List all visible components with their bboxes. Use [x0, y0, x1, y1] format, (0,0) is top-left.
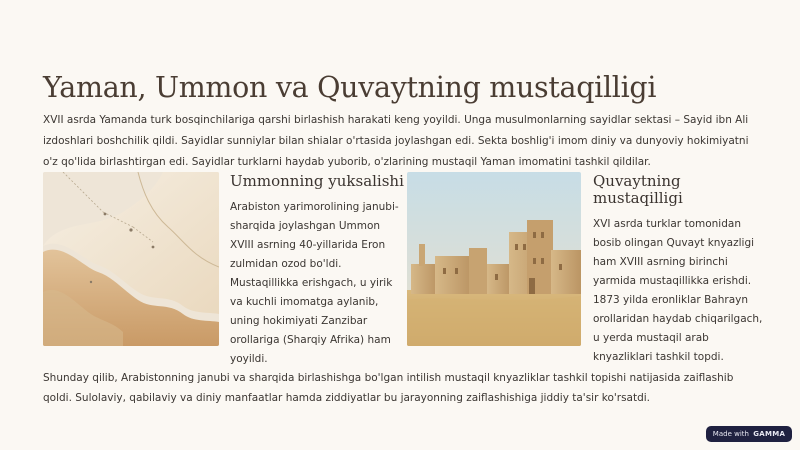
section-body-oman: Arabiston yarimorolining janubi-sharqida joylashgan Ummon XVIII asrning 40-yillarida Eron zulmidan ozod bo'ldi. Mustaqillikka erishgach, u yirik va kuchli imomatga aylanib, uning hokimiyati Zanzibar orollariga (Sharqiy Afrika) ham yoyildi.: [230, 201, 399, 365]
outro-paragraph: Shunday qilib, Arabistonning janubi va sharqida birlashishga bo'lgan intilish mustaqil knyazliklar tashkil topishi natijasida zaiflashib qoldi. Sulolaviy, qabilaviy va diniy manfaatlar hamda ziddiyatlar bu jarayonning zaiflashishiga jiddiy ta'sir ko'rsatdi.: [43, 372, 734, 404]
desert-fortress-image: [407, 172, 581, 346]
relief-map-image: [43, 172, 219, 346]
page-title: Yaman, Ummon va Quvaytning mustaqilligi: [43, 71, 657, 105]
made-with-gamma-badge[interactable]: [706, 426, 792, 442]
section-heading-kuwait: Quvaytning mustaqilligi: [593, 172, 683, 207]
badge-brand: GAMMA: [753, 430, 786, 438]
badge-prefix: Made with: [712, 430, 749, 438]
intro-paragraph: XVII asrda Yamanda turk bosqinchilariga qarshi birlashish harakati keng yoyildi. Unga musulmonlarning sayidlar sektasi – Sayid ibn Ali izdoshlari boshchilik qildi. Sayidlar sunniylar bilan shialar o'rtasida joylashgan edi. Sekta boshlig'i imom diniy va dunyoviy hokimiyatni o'z qo'lida birlashtirgan edi. Sayidlar turklarni haydab yuborib, o'zlarining mustaqil Yaman imomatini tashkil qildilar.: [43, 114, 749, 168]
section-heading-oman: Ummonning yuksalishi: [230, 172, 404, 190]
section-body-kuwait: XVI asrda turklar tomonidan bosib olingan Quvayt knyazligi ham XVIII asrning birinchi yarmida mustaqillikka erishdi. 1873 yilda eronliklar Bahrayn orollaridan haydab chiqarilgach, u yerda mustaqil arab knyazliklari tashkil topdi.: [593, 218, 763, 363]
